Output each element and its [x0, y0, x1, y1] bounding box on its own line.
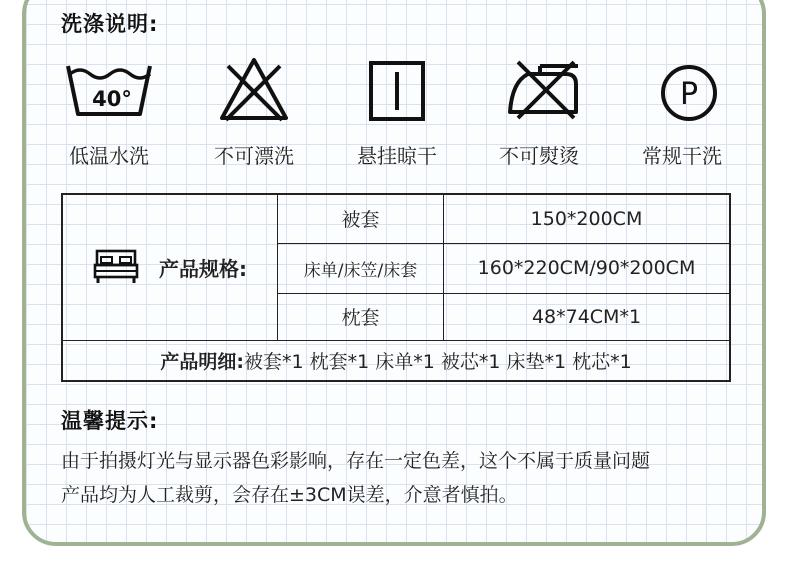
spec-item-cell: 床单/床笠/床套 — [278, 243, 444, 293]
icon-label-hang-dry: 悬挂晾干 — [357, 144, 437, 168]
tips-text — [61, 444, 761, 512]
wash-instructions-title: 洗涤说明: — [61, 12, 159, 36]
spec-size-cell: 48*74CM*1 — [444, 293, 731, 340]
wash-40-icon — [64, 60, 154, 120]
tips-line: 产品均为人工裁剪，会存在±3CM误差，介意者慎拍。 — [61, 484, 518, 506]
bed-icon — [93, 248, 139, 286]
spec-item-cell: 枕套 — [278, 293, 444, 340]
spec-size-cell: 150*200CM — [444, 194, 731, 243]
icon-label-dry-clean: 常规干洗 — [642, 144, 722, 168]
spec-detail-cell — [62, 340, 730, 381]
icon-label-no-iron: 不可熨烫 — [499, 144, 579, 168]
spec-detail-value: 被套*1 枕套*1 床单*1 被芯*1 床垫*1 枕芯*1 — [243, 350, 632, 373]
spec-row — [62, 194, 730, 243]
spec-size-cell: 160*220CM/90*200CM — [444, 243, 731, 293]
tips-title: 温馨提示: — [61, 409, 159, 433]
product-spec-table — [61, 193, 731, 382]
icon-label-no-bleach: 不可漂洗 — [214, 144, 294, 168]
no-iron-icon — [504, 58, 582, 120]
spec-heading: 产品规格: — [159, 256, 247, 281]
dry-clean-letter: P — [679, 77, 699, 112]
tips-line: 由于拍摄灯光与显示器色彩影响，存在一定色差，这个不属于质量问题 — [61, 450, 651, 472]
icon-label-wash: 低温水洗 — [69, 144, 149, 168]
spec-heading-cell — [62, 194, 278, 340]
wash-temperature-text: 40° — [92, 87, 132, 111]
spec-detail-row — [62, 340, 730, 381]
spec-item-cell: 被套 — [278, 194, 444, 243]
no-bleach-icon — [218, 56, 290, 122]
hang-dry-icon — [368, 60, 426, 122]
spec-detail-label: 产品明细: — [160, 350, 244, 373]
dry-clean-p-icon — [659, 63, 719, 123]
